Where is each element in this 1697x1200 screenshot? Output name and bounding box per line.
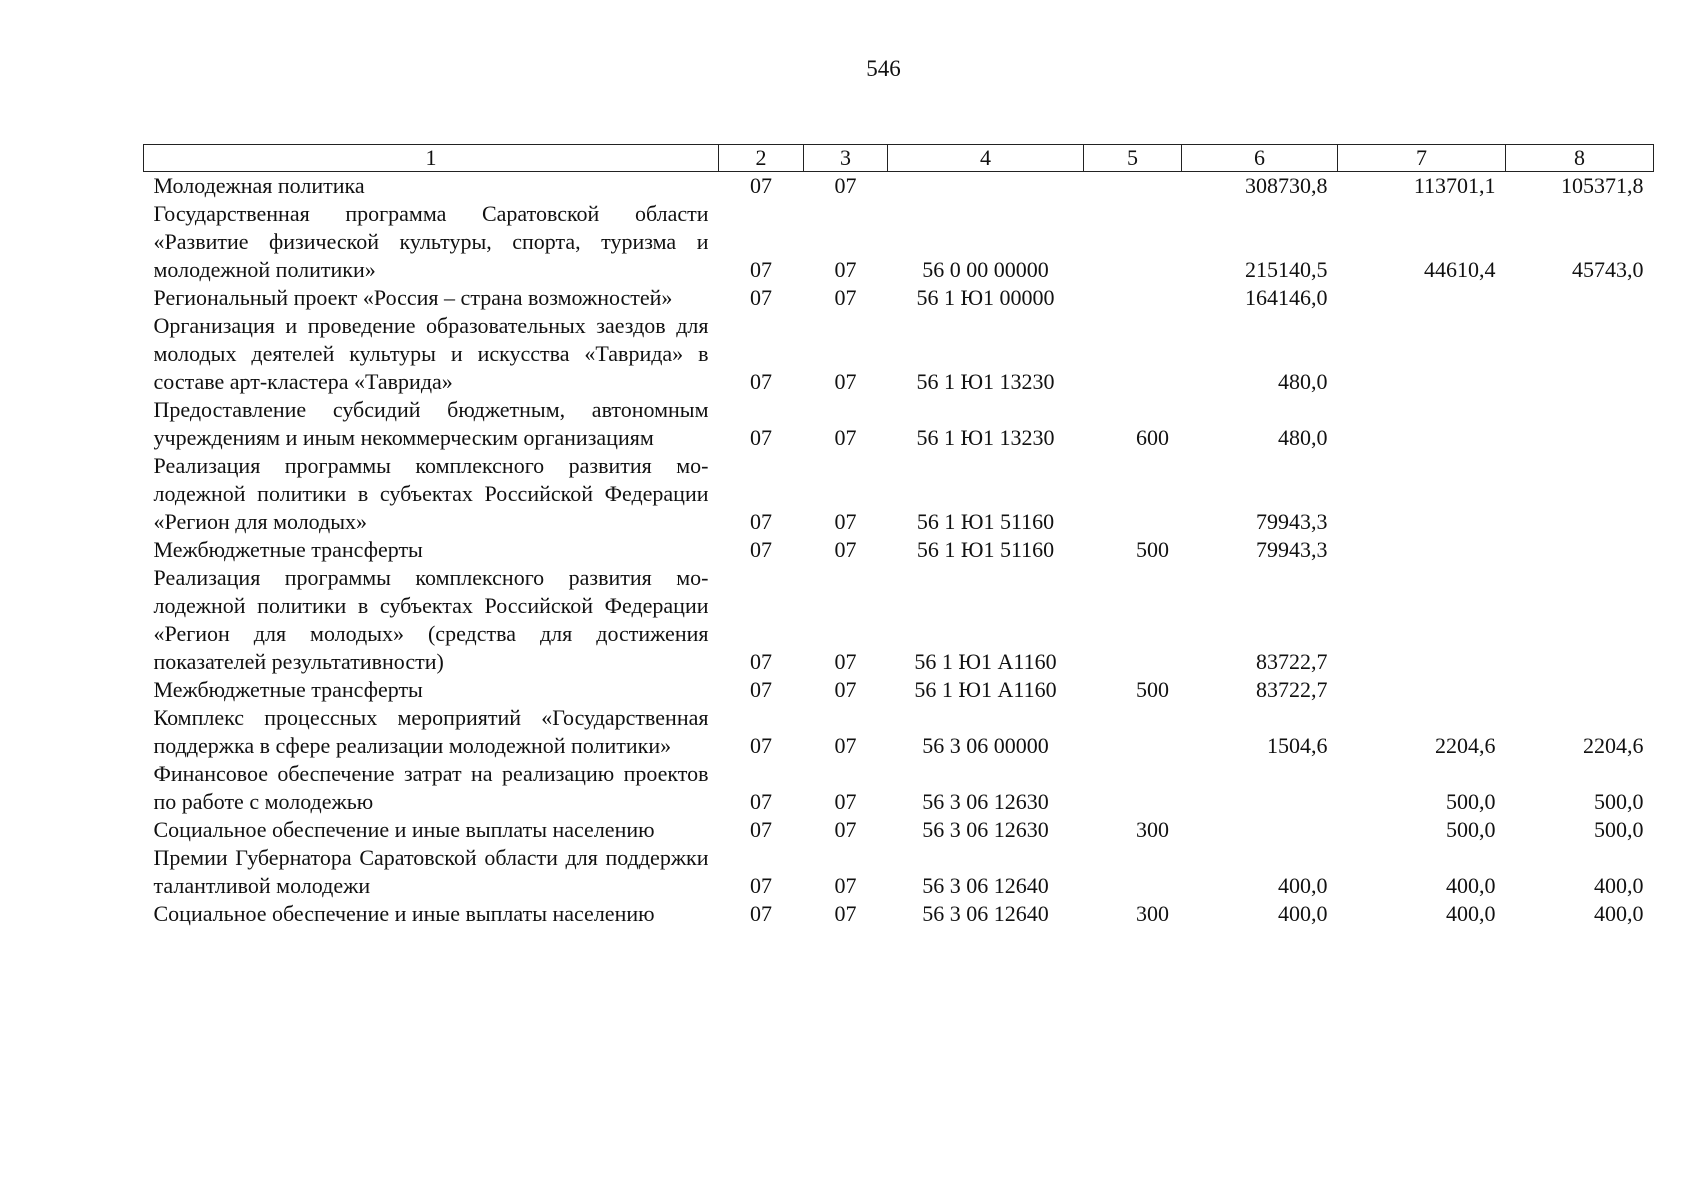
subsection-code: 07 xyxy=(834,649,857,674)
row-description: Премии Губернатора Саратовской области для поддержки талантливой молодежи xyxy=(153,845,709,898)
table-row xyxy=(144,396,1654,452)
row-description: Региональный проект «Россия – страна возможностей» xyxy=(153,285,673,310)
target-article-code: 56 1 Ю1 13230 xyxy=(916,369,1055,394)
amount-col-6: 480,0 xyxy=(1278,369,1328,394)
row-description: Социальное обеспечение и иные выплаты населению xyxy=(153,817,655,842)
amount-col-8: 400,0 xyxy=(1594,901,1644,926)
column-header: 4 xyxy=(888,145,1084,172)
section-code: 07 xyxy=(750,649,772,674)
subsection-code: 07 xyxy=(834,789,857,814)
section-code: 07 xyxy=(750,537,772,562)
row-description: Организация и проведение образовательных заездов для молодых деятелей культуры и искусства «Таврида» в составе арт-кластера «Таврида» xyxy=(153,313,709,394)
section-code: 07 xyxy=(750,789,772,814)
row-description: Реализация программы комплексного развития молодежной политики в субъектах Российской Федерации «Регион для молодых» (средства для достижения показателей результативности) xyxy=(153,565,709,674)
row-description: Молодежная политика xyxy=(153,173,365,198)
target-article-code: 56 3 06 12630 xyxy=(922,789,1049,814)
row-description: Финансовое обеспечение затрат на реализацию проектов по работе с молодежью xyxy=(153,761,709,814)
table-row xyxy=(144,312,1654,396)
expense-type-code: 300 xyxy=(1136,901,1169,926)
amount-col-8 xyxy=(1506,564,1654,676)
amount-col-7 xyxy=(1338,396,1506,452)
amount-col-7: 44610,4 xyxy=(1424,257,1496,282)
table-row xyxy=(144,900,1654,928)
amount-col-6: 215140,5 xyxy=(1245,257,1328,282)
amount-col-6: 79943,3 xyxy=(1256,537,1328,562)
table-row xyxy=(144,564,1654,676)
amount-col-6: 400,0 xyxy=(1278,901,1328,926)
expense-type-code xyxy=(1084,564,1182,676)
amount-col-7: 500,0 xyxy=(1446,817,1496,842)
target-article-code xyxy=(888,172,1084,201)
row-description: Государственная программа Саратовской области «Развитие физической культуры, спорта, туризма и молодежной политики» xyxy=(153,201,709,282)
expense-type-code xyxy=(1084,844,1182,900)
table-row xyxy=(144,200,1654,284)
table-row xyxy=(144,536,1654,564)
column-header: 5 xyxy=(1084,145,1182,172)
amount-col-8: 400,0 xyxy=(1594,873,1644,898)
section-code: 07 xyxy=(750,257,772,282)
amount-col-8: 2204,6 xyxy=(1583,733,1644,758)
amount-col-6: 164146,0 xyxy=(1245,285,1328,310)
amount-col-6: 83722,7 xyxy=(1256,649,1328,674)
table-row xyxy=(144,172,1654,201)
row-description: Реализация программы комплексного развития молодежной политики в субъектах Российской Федерации «Регион для молодых» xyxy=(153,453,709,534)
target-article-code: 56 1 Ю1 51160 xyxy=(916,537,1055,562)
amount-col-7: 2204,6 xyxy=(1435,733,1496,758)
subsection-code: 07 xyxy=(834,873,857,898)
subsection-code: 07 xyxy=(834,369,857,394)
amount-col-8 xyxy=(1506,536,1654,564)
amount-col-8 xyxy=(1506,396,1654,452)
expense-type-code: 500 xyxy=(1136,537,1169,562)
header-row xyxy=(144,145,1654,172)
section-code: 07 xyxy=(750,369,772,394)
subsection-code: 07 xyxy=(834,509,857,534)
column-header: 1 xyxy=(144,145,719,172)
subsection-code: 07 xyxy=(834,285,857,310)
page-number: 546 xyxy=(866,56,901,81)
expense-type-code xyxy=(1084,200,1182,284)
amount-col-8 xyxy=(1506,284,1654,312)
subsection-code: 07 xyxy=(834,901,857,926)
amount-col-8 xyxy=(1506,452,1654,536)
amount-col-7 xyxy=(1338,536,1506,564)
target-article-code: 56 3 06 12630 xyxy=(922,817,1049,842)
amount-col-7: 400,0 xyxy=(1446,901,1496,926)
amount-col-7 xyxy=(1338,452,1506,536)
section-code: 07 xyxy=(750,285,772,310)
expense-type-code: 600 xyxy=(1136,425,1169,450)
amount-col-8 xyxy=(1506,312,1654,396)
subsection-code: 07 xyxy=(834,537,857,562)
section-code: 07 xyxy=(750,733,772,758)
expense-type-code xyxy=(1084,312,1182,396)
table-body xyxy=(144,172,1654,929)
subsection-code: 07 xyxy=(834,425,857,450)
table-row xyxy=(144,676,1654,704)
amount-col-6: 480,0 xyxy=(1278,425,1328,450)
amount-col-7: 400,0 xyxy=(1446,873,1496,898)
amount-col-6 xyxy=(1182,816,1338,844)
section-code: 07 xyxy=(750,173,772,198)
amount-col-7 xyxy=(1338,312,1506,396)
table-row xyxy=(144,452,1654,536)
amount-col-8: 500,0 xyxy=(1594,817,1644,842)
target-article-code: 56 1 Ю1 13230 xyxy=(916,425,1055,450)
amount-col-6: 308730,8 xyxy=(1245,173,1328,198)
amount-col-7 xyxy=(1338,564,1506,676)
amount-col-6: 1504,6 xyxy=(1267,733,1328,758)
amount-col-7: 113701,1 xyxy=(1413,173,1496,198)
subsection-code: 07 xyxy=(834,817,857,842)
target-article-code: 56 3 06 12640 xyxy=(922,873,1049,898)
section-code: 07 xyxy=(750,509,772,534)
target-article-code: 56 3 06 00000 xyxy=(922,733,1049,758)
amount-col-8: 105371,8 xyxy=(1561,173,1644,198)
amount-col-7: 500,0 xyxy=(1446,789,1496,814)
section-code: 07 xyxy=(750,873,772,898)
table-row xyxy=(144,760,1654,816)
section-code: 07 xyxy=(750,817,772,842)
column-header: 6 xyxy=(1182,145,1338,172)
row-description: Межбюджетные трансферты xyxy=(153,677,423,702)
expense-type-code: 500 xyxy=(1136,677,1169,702)
target-article-code: 56 3 06 12640 xyxy=(922,901,1049,926)
subsection-code: 07 xyxy=(834,733,857,758)
column-header: 3 xyxy=(804,145,888,172)
amount-col-7 xyxy=(1338,676,1506,704)
column-header: 7 xyxy=(1338,145,1506,172)
amount-col-6: 79943,3 xyxy=(1256,509,1328,534)
column-header: 8 xyxy=(1506,145,1654,172)
subsection-code: 07 xyxy=(834,677,857,702)
target-article-code: 56 1 Ю1 А1160 xyxy=(914,677,1057,702)
table-row xyxy=(144,844,1654,900)
expense-type-code xyxy=(1084,760,1182,816)
amount-col-8: 45743,0 xyxy=(1572,257,1644,282)
table-row xyxy=(144,816,1654,844)
table-row xyxy=(144,704,1654,760)
table-row xyxy=(144,284,1654,312)
section-code: 07 xyxy=(750,677,772,702)
row-description: Комплекс процессных мероприятий «Государственная поддержка в сфере реализации молодежной политики» xyxy=(153,705,709,758)
row-description: Предоставление субсидий бюджетным, автономным учреждениям и иным некоммерческим организациям xyxy=(153,397,709,450)
expense-type-code xyxy=(1084,172,1182,201)
expense-type-code xyxy=(1084,284,1182,312)
expense-type-code xyxy=(1084,704,1182,760)
column-header: 2 xyxy=(719,145,804,172)
subsection-code: 07 xyxy=(834,257,857,282)
amount-col-8 xyxy=(1506,676,1654,704)
amount-col-8: 500,0 xyxy=(1594,789,1644,814)
budget-table xyxy=(143,144,1654,928)
target-article-code: 56 0 00 00000 xyxy=(922,257,1049,282)
expense-type-code xyxy=(1084,452,1182,536)
row-description: Социальное обеспечение и иные выплаты населению xyxy=(153,901,655,926)
subsection-code: 07 xyxy=(834,173,857,198)
section-code: 07 xyxy=(750,901,772,926)
target-article-code: 56 1 Ю1 00000 xyxy=(916,285,1055,310)
expense-type-code: 300 xyxy=(1136,817,1169,842)
amount-col-6: 83722,7 xyxy=(1256,677,1328,702)
target-article-code: 56 1 Ю1 А1160 xyxy=(914,649,1057,674)
amount-col-6: 400,0 xyxy=(1278,873,1328,898)
amount-col-7 xyxy=(1338,284,1506,312)
amount-col-6 xyxy=(1182,760,1338,816)
section-code: 07 xyxy=(750,425,772,450)
target-article-code: 56 1 Ю1 51160 xyxy=(916,509,1055,534)
row-description: Межбюджетные трансферты xyxy=(153,537,423,562)
